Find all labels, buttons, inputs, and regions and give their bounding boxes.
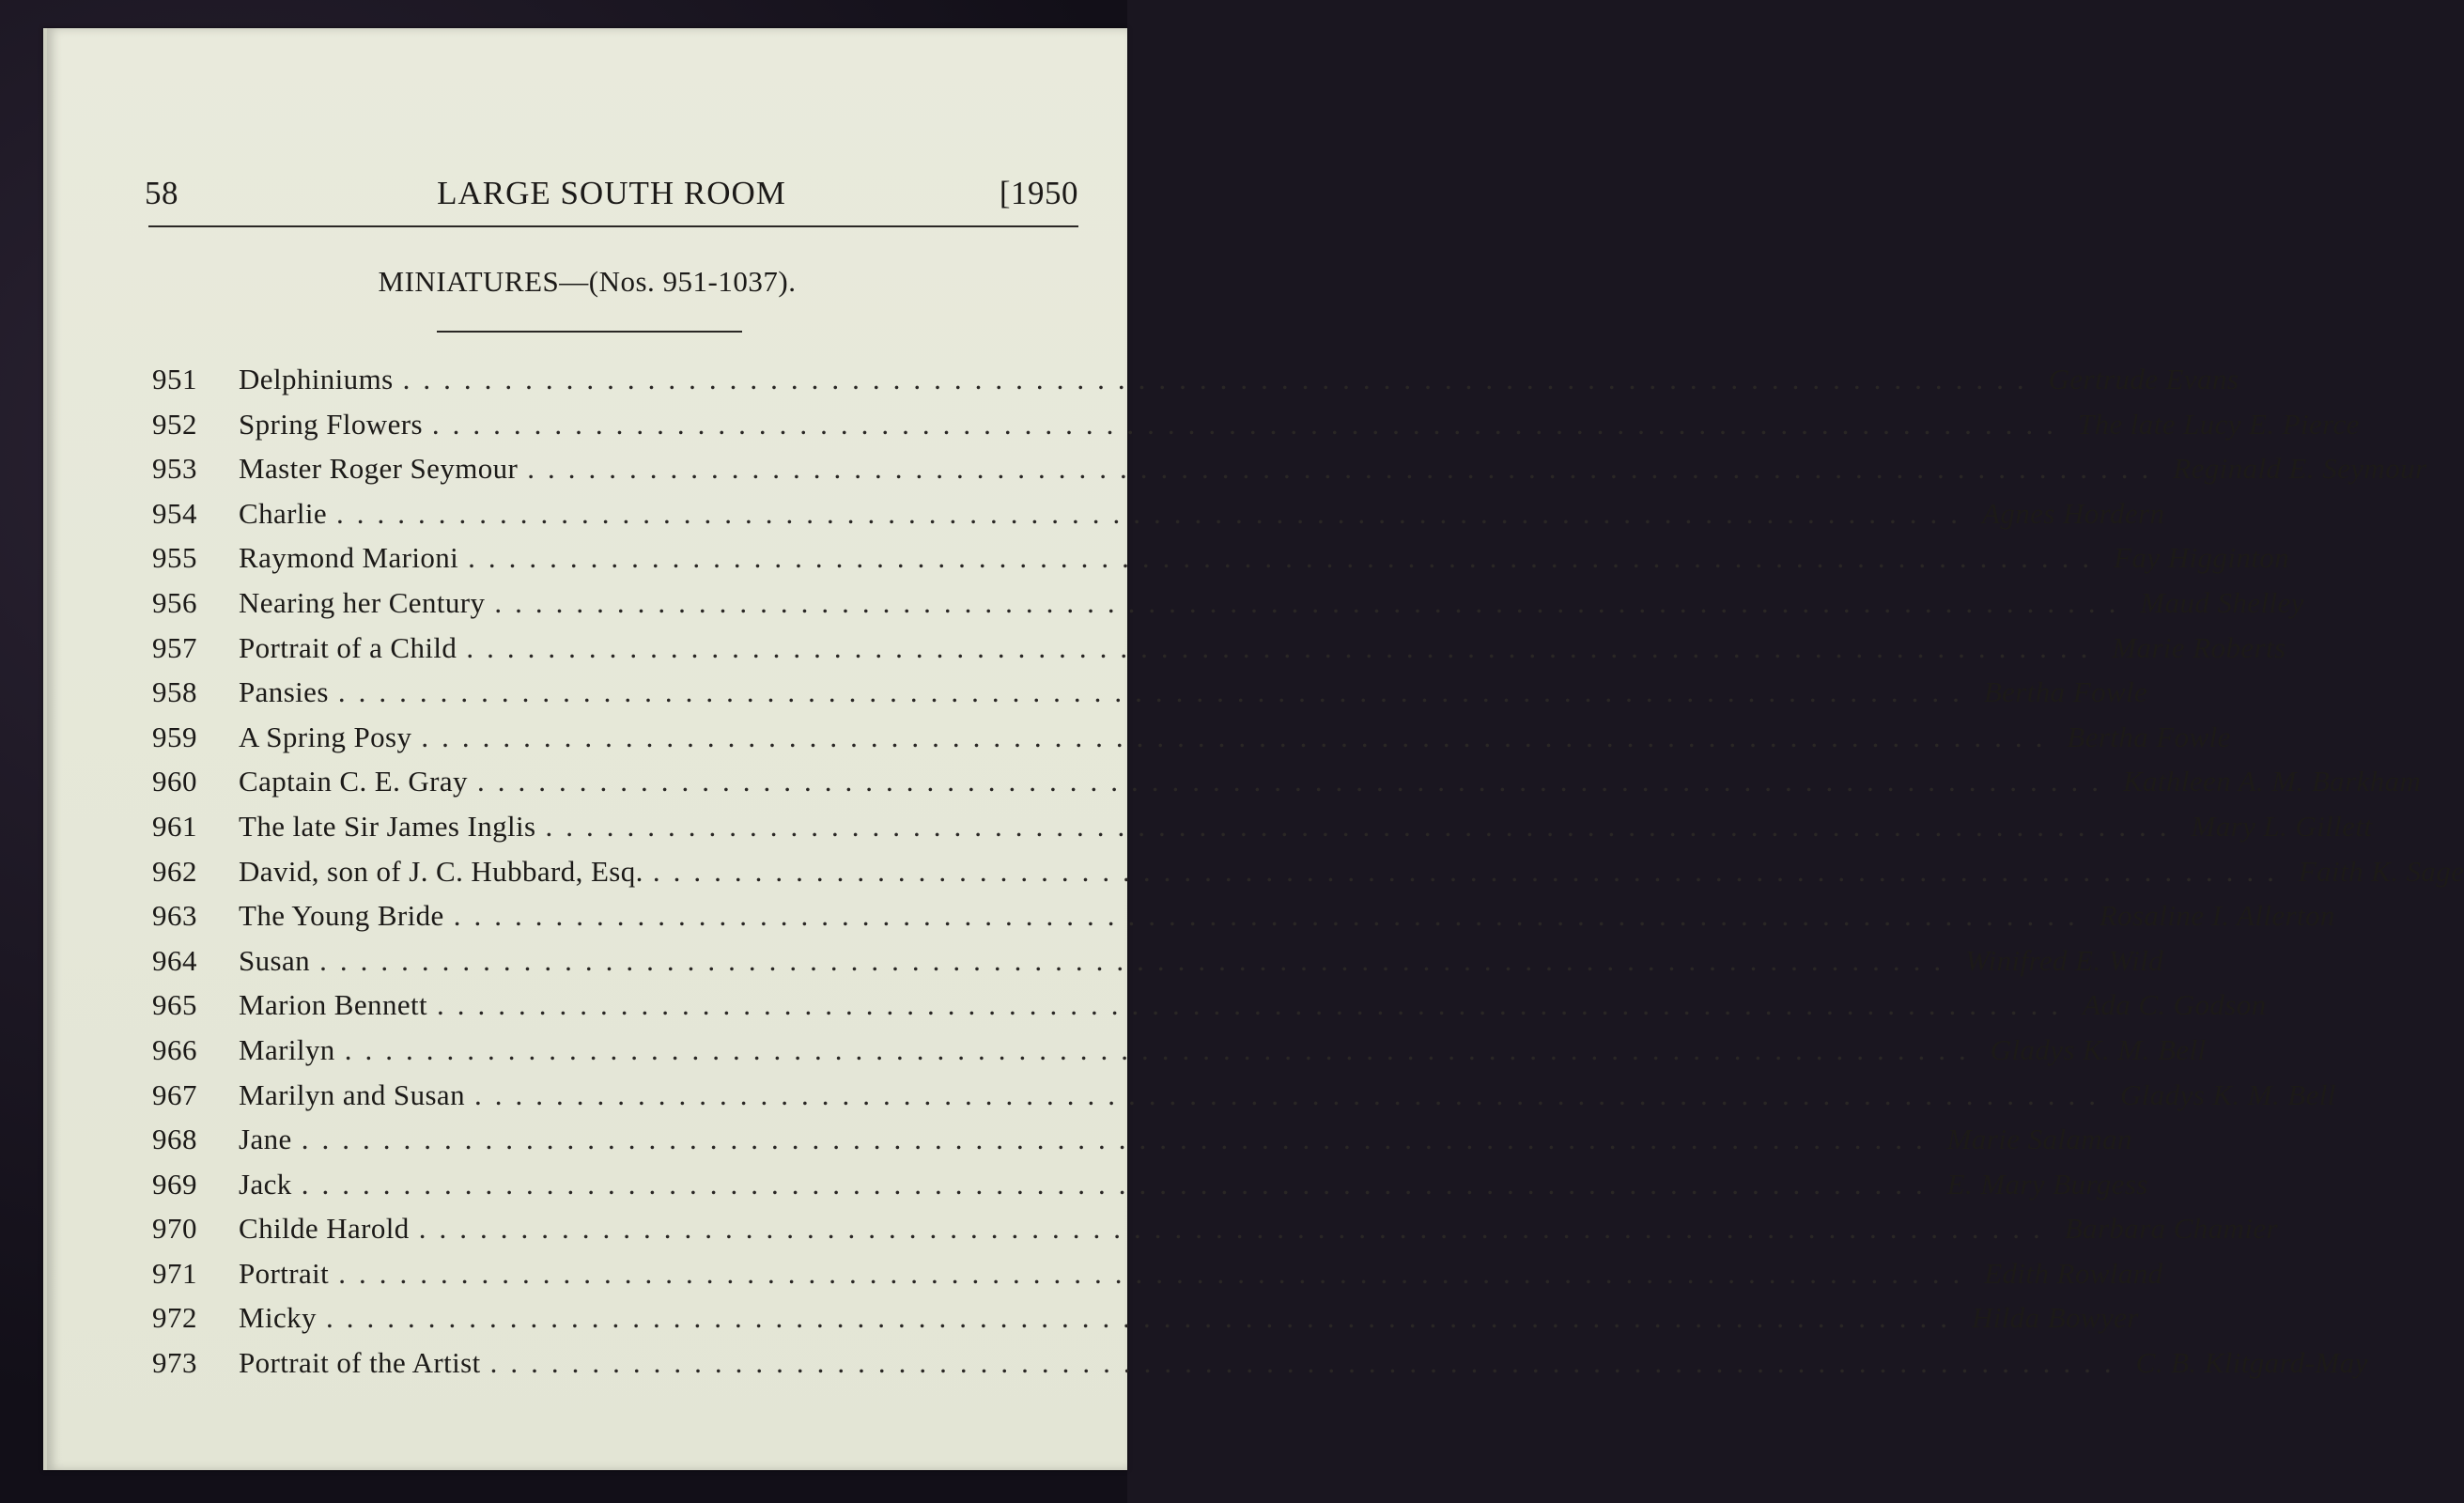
entry-number: 969 (152, 1167, 197, 1201)
entry-line (239, 357, 2239, 402)
list-item (152, 1251, 2163, 1296)
list-item (152, 1295, 2139, 1340)
dot-leader: ................................................................................ (421, 720, 2056, 753)
entry-title: David, son of J. C. Hubbard, Esq. (239, 854, 643, 888)
entry-number: 951 (152, 363, 197, 395)
dot-leader: ................................................................................ (437, 988, 2072, 1022)
entry-title: Portrait of a Child (239, 630, 457, 664)
list-item (152, 670, 2148, 715)
entry-title: Charlie (239, 496, 328, 530)
list-item (152, 491, 2165, 536)
entry-number: 956 (152, 585, 197, 619)
dot-leader: ................................................................................ (319, 943, 1955, 977)
entry-number: 967 (152, 1077, 197, 1111)
entry-line (239, 626, 2286, 671)
dot-leader: ................................................................................ (527, 452, 2162, 486)
entry-title: Marion Bennett (239, 988, 428, 1022)
entry-line (239, 804, 2373, 849)
entry-artist: Maud Shelley (2140, 585, 2304, 619)
entry-title: A Spring Posy (239, 720, 412, 753)
dot-leader: ................................................................................ (337, 675, 1973, 709)
list-item (152, 1028, 2207, 1073)
entry-artist: Gertrude Evans (2048, 363, 2239, 395)
entry-number: 957 (152, 630, 197, 664)
entry-number: 955 (152, 541, 197, 575)
running-header (145, 148, 1078, 211)
entry-number: 965 (152, 988, 197, 1022)
entry-line (239, 1295, 2139, 1340)
dot-leader: ................................................................................ (336, 496, 1972, 530)
dot-leader: ................................................................................ (652, 854, 2287, 888)
entry-line (239, 1028, 2207, 1073)
entry-number: 972 (152, 1301, 197, 1335)
entry-artist: Fay Higginton (2114, 541, 2290, 575)
list-item (152, 1073, 2336, 1118)
page-number: 58 (145, 175, 178, 211)
entry-title: Jane (239, 1123, 292, 1156)
entry-number: 968 (152, 1123, 197, 1156)
dot-leader: ................................................................................ (468, 541, 2103, 575)
dot-leader: ................................................................................ (474, 1077, 2109, 1111)
entry-title: Marilyn (239, 1032, 335, 1066)
dot-leader: ................................................................................ (338, 1256, 1974, 1290)
entry-artist: Winifred E. Wild (1965, 943, 2164, 977)
list-item (152, 983, 2267, 1028)
dot-leader: ................................................................................ (301, 1167, 1936, 1201)
list-item (152, 535, 2290, 581)
entry-number: 971 (152, 1256, 197, 1290)
entry-artist: Hilda Bowyer (1971, 1301, 2139, 1335)
section-title: MINIATURES—(Nos. 951-1037). (378, 265, 797, 298)
entry-artist: Bertha Fowle (1983, 675, 2148, 709)
entry-number: 960 (152, 765, 197, 798)
entry-list (152, 357, 2464, 1386)
entry-line (239, 535, 2290, 581)
entry-artist: Marie Salaman (1946, 1123, 2132, 1156)
entry-artist: Faith K. Sage (2298, 854, 2464, 888)
list-item (152, 715, 2231, 760)
entry-artist: Reginald E. Seymour (2173, 452, 2427, 486)
entry-title: Marilyn and Susan (239, 1077, 465, 1111)
list-item (152, 849, 2464, 894)
entry-title: The late Sir James Inglis (239, 809, 536, 843)
entry-title: Delphiniums (239, 363, 394, 395)
list-item (152, 804, 2373, 849)
list-item (152, 759, 2422, 804)
entry-title: Jack (239, 1167, 292, 1201)
dot-leader: ................................................................................ (453, 899, 2088, 933)
entry-artist: Barbara Chamier (2064, 1212, 2279, 1246)
entry-title: The Young Bride (239, 899, 444, 933)
list-item (152, 1206, 2279, 1251)
entry-title: Master Roger Seymour (239, 452, 519, 486)
entry-number: 958 (152, 675, 197, 709)
entry-artist: Gladys K. M. Bell (2120, 1077, 2336, 1111)
entry-line (239, 1162, 2148, 1207)
dot-leader: ................................................................................ (494, 585, 2130, 619)
entry-line (239, 1117, 2132, 1162)
catalogue-page (43, 28, 2464, 1470)
entry-number: 952 (152, 407, 197, 441)
dot-leader: ................................................................................ (344, 1032, 1979, 1066)
dot-leader: ................................................................................ (476, 765, 2112, 798)
entry-number: 966 (152, 1032, 197, 1066)
entry-title: Childe Harold (239, 1212, 410, 1246)
entry-line (239, 983, 2267, 1028)
list-item (152, 1162, 2148, 1207)
list-item (152, 893, 2335, 938)
entry-line (239, 759, 2422, 804)
entry-artist: Edith Rowland (1984, 1256, 2163, 1290)
list-item (152, 402, 2360, 447)
entry-line (239, 1206, 2279, 1251)
entry-number: 964 (152, 943, 197, 977)
entry-artist: Marie Roberts (2112, 630, 2286, 664)
entry-artist: Kathleen A. M. Barkham (2122, 765, 2422, 798)
list-item (152, 1117, 2132, 1162)
year-label: [1950 (999, 175, 1078, 211)
room-title: LARGE SOUTH ROOM (437, 175, 786, 211)
dot-leader: ................................................................................ (545, 809, 2180, 843)
entry-artist: C. B. Klitgard-May (2135, 1346, 2368, 1380)
section-rule (437, 331, 742, 333)
entry-line (239, 1251, 2163, 1296)
header-rule (148, 225, 1078, 227)
list-item (152, 626, 2286, 671)
entry-title: Portrait (239, 1256, 330, 1290)
list-item (152, 581, 2304, 626)
entry-artist: The late Lucy E. Pierce (2077, 407, 2360, 441)
entry-number: 973 (152, 1346, 197, 1380)
list-item (152, 446, 2427, 491)
entry-number: 953 (152, 452, 197, 486)
entry-title: Susan (239, 943, 311, 977)
list-item (152, 357, 2239, 402)
entry-artist: Agnes Hordern (1982, 496, 2165, 530)
entry-number: 959 (152, 720, 197, 753)
entry-line (239, 581, 2304, 626)
entry-title: Micky (239, 1301, 317, 1335)
dot-leader: ................................................................................ (325, 1301, 1960, 1335)
dot-leader: ................................................................................ (301, 1123, 1936, 1156)
entry-line (239, 402, 2360, 447)
entry-line (239, 1073, 2336, 1118)
dot-leader: ................................................................................ (466, 630, 2101, 664)
entry-number: 962 (152, 854, 197, 888)
entry-artist: Bertha Fowle (2067, 720, 2231, 753)
entry-title: Portrait of the Artist (239, 1346, 481, 1380)
entry-line (239, 715, 2231, 760)
entry-title: Spring Flowers (239, 407, 423, 441)
list-item (152, 938, 2164, 984)
entry-title: Nearing her Century (239, 585, 486, 619)
entry-number: 970 (152, 1212, 197, 1246)
entry-line (239, 446, 2427, 491)
dot-leader: ................................................................................ (489, 1346, 2125, 1380)
entry-number: 963 (152, 899, 197, 933)
entry-artist: E. Mary Burgess (1946, 1167, 2148, 1201)
entry-number: 961 (152, 809, 197, 843)
entry-artist: Gladys K. M. Bell (1990, 1032, 2207, 1066)
list-item (152, 1340, 2368, 1386)
entry-line (239, 938, 2164, 984)
dot-leader: ................................................................................ (431, 407, 2067, 441)
entry-artist: Rosaline I. Allerton (2099, 899, 2335, 933)
entry-title: Raymond Marioni (239, 541, 459, 575)
entry-title: Pansies (239, 675, 329, 709)
entry-title: Captain C. E. Gray (239, 765, 468, 798)
entry-line (239, 670, 2148, 715)
dot-leader: ................................................................................ (402, 363, 2038, 395)
entry-line (239, 491, 2165, 536)
entry-line (239, 849, 2464, 894)
entry-artist: Mary L. Gillett (2191, 809, 2373, 843)
entry-artist: Ada C. Godson (2083, 988, 2267, 1022)
entry-line (239, 893, 2335, 938)
dot-leader: ................................................................................ (418, 1212, 2053, 1246)
entry-number: 954 (152, 496, 197, 530)
entry-line (239, 1340, 2368, 1386)
